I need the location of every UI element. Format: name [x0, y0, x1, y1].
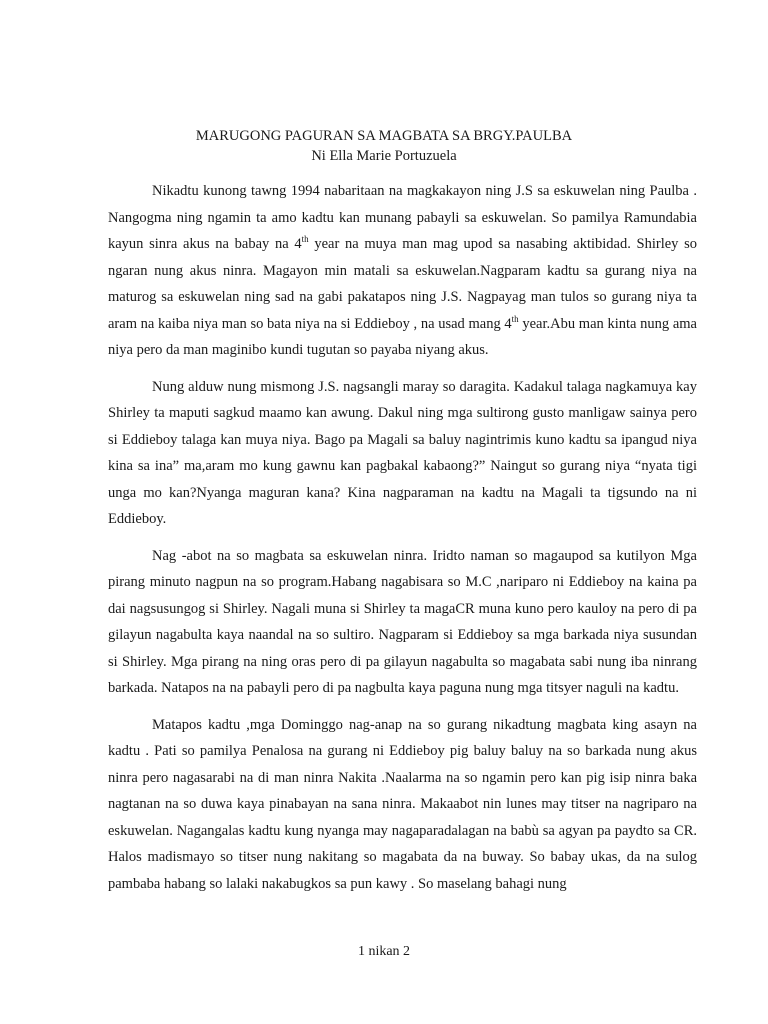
paragraph-3: Nag -abot na so magbata sa eskuwelan ninra. Iridto naman so magaupod sa kutilyon Mga pirang minuto nagpun na so program.Habang nagabisara so M.C ,nariparo ni Eddieboy na kaina pa dai nagsusungog si Shirley. Nagali muna si Shirley ta magaCR muna kuno pero kauloy na pero di pa gilayun nagabulta kaya naandal na so sultiro. Nagparam si Eddieboy sa mga barkada niya susundan si Shirley. Mga pirang na ning oras pero di pa gilayun nagabulta so magabata sabi nung iba ninrang barkada. Natapos na na pabayli pero di pa nagbulta kaya paguna nung mga titsyer naguli na kadtu. [108, 547, 697, 696]
page-number: 1 nikan 2 [357, 944, 411, 959]
ordinal-suffix: th [511, 313, 519, 324]
paragraph-1-part-1: Nikadtu kunong tawng 1994 nabaritaan na magkakayon ning J.S sa eskuwelan ning Paulba . Nangogma ning ngamin ta amo kadtu kan munang pabayli sa eskuwelan. So pamilya Ramundabia kayun sinra akus na babay na 4 [108, 183, 697, 252]
ordinal-suffix: th [301, 234, 309, 245]
document-body [108, 178, 697, 907]
paragraph-1-part-2: year na muya man mag upod sa nasabing aktibidad. Shirley so ngaran nung akus ninra. Magayon min matali sa eskuwelan.Nagparam kadtu sa gurang niya na maturog sa eskuwelan ning sad na gabi pakatapos ning J.S. Nagpayag man tulos so gurang niya ta aram na kaiba niya man so bata niya na si Eddieboy , na usad mang 4 [108, 236, 697, 332]
paragraph-1-part-3: year.Abu man kinta nung ama niya pero da man maginibo kundi tugutan so payaba niyang akus. [108, 315, 697, 358]
paragraph-4: Matapos kadtu ,mga Dominggo nag-anap na so gurang nikadtung magbata king asayn na kadtu . Pati so pamilya Penalosa na gurang ni Eddieboy pig baluy baluy na so barkada nung akus ninra pero nagasarabi na di man ninra Nakita .Naalarma na so ngamin pero kan pig isip ninra baka nagtanan na so duwa kaya pinabayan na sana ninra. Makaabot nin lunes may titser na nagriparo na eskuwelan. Nagangalas kadtu kung nyanga may nagaparadalagan na babù sa agyan pa paydto sa CR. Halos madismayo so titser nung nakitang so magabata da na buway. So babay ukas, da na sulog pambaba habang so lalaki nakabugkos sa pun kawy . So maselang bahagi nung [108, 716, 697, 892]
title-block [0, 126, 768, 166]
paragraph-2: Nung alduw nung mismong J.S. nagsangli maray so daragita. Kadakul talaga nagkamuya kay Shirley ta maputi sagkud maamo kan awung. Dakul ning mga sultirong gusto manligaw sainya pero si Eddieboy talaga kan muya niya. Bago pa Magali sa baluy nagintrimis kuno kadtu sa ipangud niya kina sa ina” ma,aram mo kung gawnu kan pagbakal kabaong?” Naingut so gurang niya “nyata tigi unga mo kan?Nyanga maguran kana? Kina nagparaman na kadtu na Magali ta tigsundo na ni Eddieboy. [108, 378, 697, 527]
document-author: Ni Ella Marie Portuzuela [311, 148, 457, 164]
paragraph-1 [108, 178, 697, 364]
document-title: MARUGONG PAGURAN SA MAGBATA SA BRGY.PAULBA [195, 128, 573, 144]
